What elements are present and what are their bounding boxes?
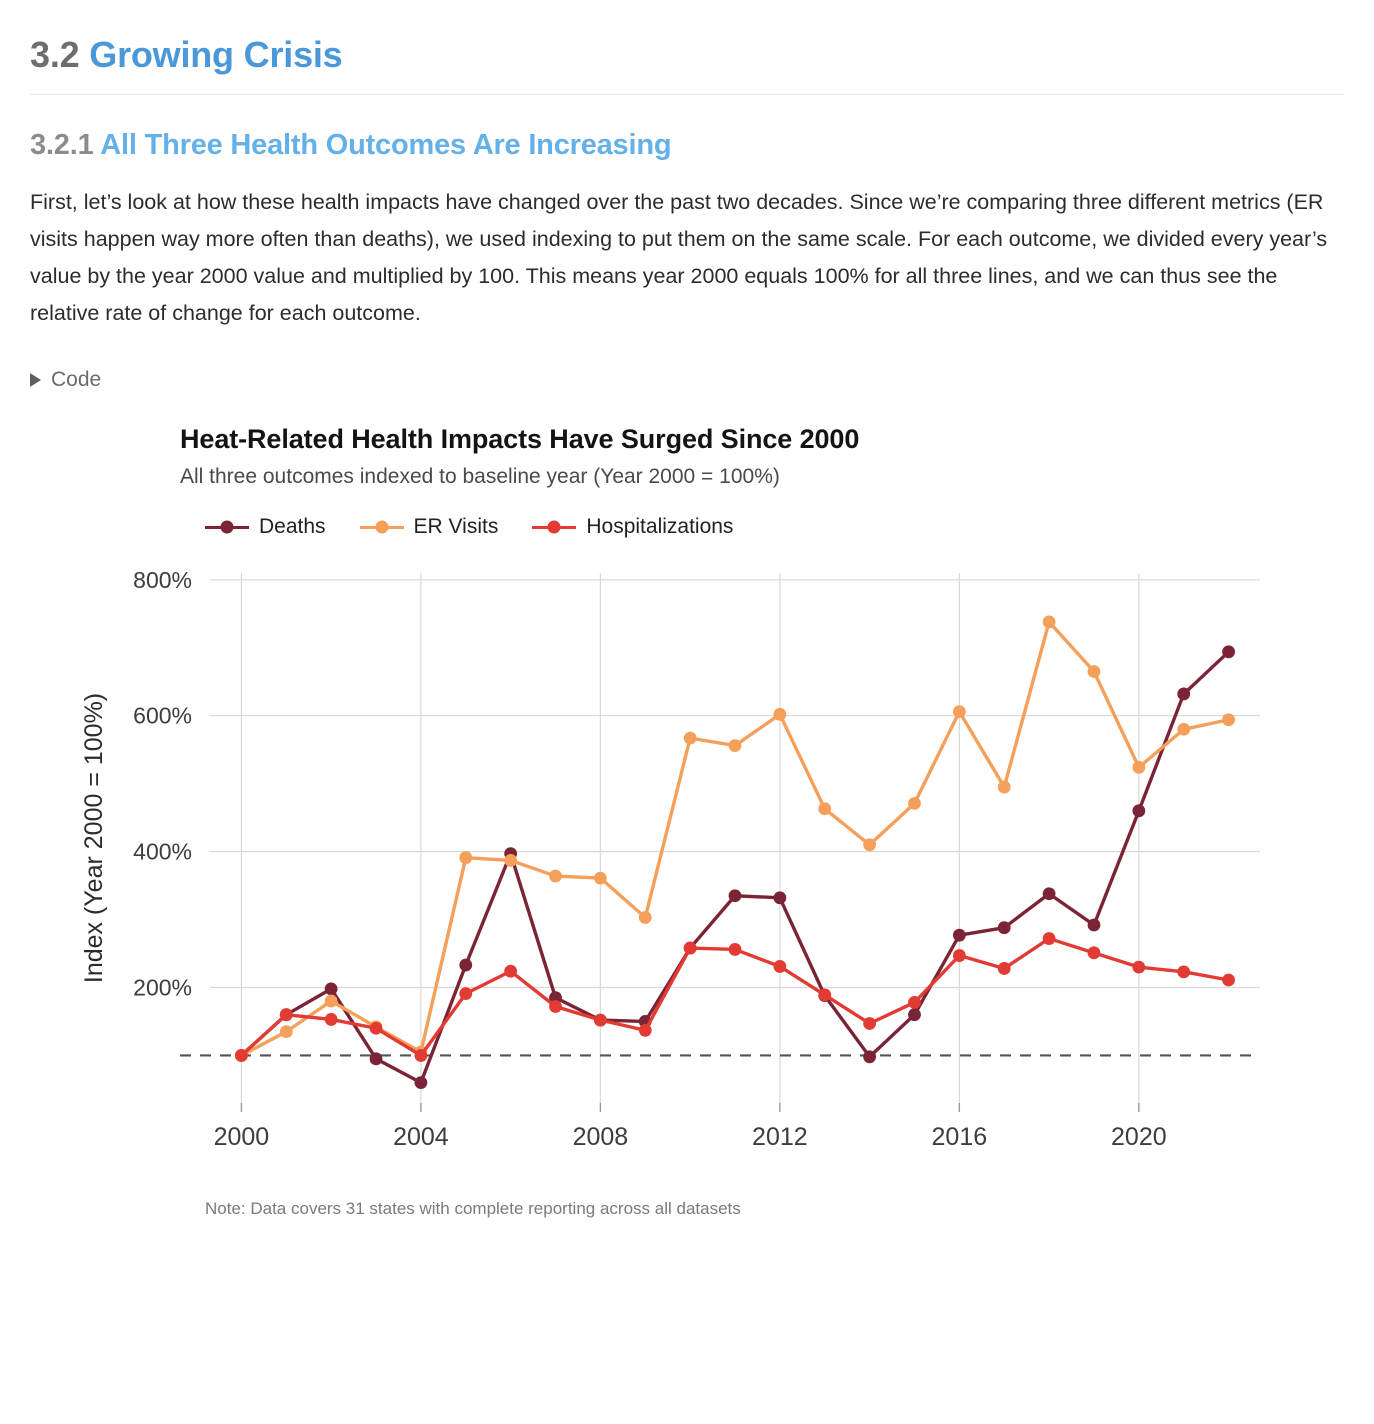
series-point-hospitalizations <box>818 988 831 1001</box>
chart-legend <box>205 515 1344 539</box>
series-point-deaths <box>370 1052 383 1065</box>
series-point-hospitalizations <box>370 1022 383 1035</box>
series-point-deaths <box>415 1076 428 1089</box>
series-point-deaths <box>773 891 786 904</box>
series-point-hospitalizations <box>280 1008 293 1021</box>
chart-subtitle: All three outcomes indexed to baseline year (Year 2000 = 100%) <box>180 464 780 488</box>
legend-swatch-deaths <box>205 518 249 536</box>
divider <box>30 94 1344 95</box>
series-point-er-visits <box>863 838 876 851</box>
x-axis-tick-label: 2008 <box>572 1122 629 1151</box>
series-point-deaths <box>1177 687 1190 700</box>
code-toggle-label: Code <box>51 367 102 391</box>
y-axis-tick-label: 200% <box>133 974 192 1001</box>
subsection-title <box>30 129 1344 162</box>
series-point-deaths <box>1088 918 1101 931</box>
series-point-hospitalizations <box>773 960 786 973</box>
section-number: 3.2 <box>30 34 80 75</box>
series-point-er-visits <box>998 781 1011 794</box>
section-title-text: Growing Crisis <box>89 34 343 75</box>
legend-item-er-visits <box>360 515 499 539</box>
series-point-er-visits <box>459 851 472 864</box>
series-point-er-visits <box>818 802 831 815</box>
legend-swatch-er-visits <box>360 518 404 536</box>
series-point-deaths <box>325 982 338 995</box>
series-point-er-visits <box>1177 723 1190 736</box>
series-point-hospitalizations <box>729 943 742 956</box>
series-point-hospitalizations <box>998 962 1011 975</box>
x-axis-tick-label: 2004 <box>393 1122 449 1151</box>
chart-plot-area <box>30 555 1320 1195</box>
series-point-hospitalizations <box>459 987 472 1000</box>
series-point-hospitalizations <box>908 996 921 1009</box>
series-point-deaths <box>1222 645 1235 658</box>
series-point-er-visits <box>908 797 921 810</box>
line-chart-svg <box>30 555 1320 1195</box>
y-axis-tick-label: 800% <box>133 566 192 593</box>
series-point-er-visits <box>504 854 517 867</box>
series-point-er-visits <box>549 870 562 883</box>
series-point-er-visits <box>1043 615 1056 628</box>
series-point-hospitalizations <box>1088 946 1101 959</box>
series-point-hospitalizations <box>1043 932 1056 945</box>
series-point-deaths <box>1043 887 1056 900</box>
y-axis-title: Index (Year 2000 = 100%) <box>80 692 108 984</box>
x-axis-tick-label: 2016 <box>931 1122 988 1151</box>
legend-swatch-hospitalizations <box>532 518 576 536</box>
series-point-hospitalizations <box>549 1000 562 1013</box>
series-point-hospitalizations <box>1132 961 1145 974</box>
series-point-er-visits <box>1132 761 1145 774</box>
y-axis-tick-label: 400% <box>133 838 192 865</box>
legend-item-deaths <box>205 515 326 539</box>
triangle-right-icon <box>30 373 41 387</box>
series-point-er-visits <box>684 732 697 745</box>
legend-label-deaths: Deaths <box>259 514 326 538</box>
series-point-er-visits <box>1088 665 1101 678</box>
series-point-hospitalizations <box>235 1049 248 1062</box>
legend-item-hospitalizations <box>532 515 733 539</box>
page-title <box>30 34 1344 76</box>
chart-title: Heat-Related Health Impacts Have Surged Since 2000 <box>180 423 860 454</box>
series-point-hospitalizations <box>684 942 697 955</box>
series-point-er-visits <box>280 1025 293 1038</box>
series-point-hospitalizations <box>639 1024 652 1037</box>
series-point-hospitalizations <box>415 1049 428 1062</box>
series-point-deaths <box>998 921 1011 934</box>
series-point-hospitalizations <box>1177 965 1190 978</box>
series-point-er-visits <box>639 911 652 924</box>
series-point-deaths <box>908 1008 921 1021</box>
x-axis-tick-label: 2012 <box>752 1122 808 1151</box>
subsection-number: 3.2.1 <box>30 129 94 161</box>
series-point-hospitalizations <box>953 949 966 962</box>
series-point-deaths <box>863 1050 876 1063</box>
series-point-deaths <box>729 889 742 902</box>
series-point-er-visits <box>1222 713 1235 726</box>
series-point-er-visits <box>773 708 786 721</box>
series-point-er-visits <box>953 705 966 718</box>
series-point-hospitalizations <box>325 1013 338 1026</box>
series-point-er-visits <box>325 995 338 1008</box>
x-axis-tick-label: 2000 <box>213 1122 270 1151</box>
chart-note: Note: Data covers 31 states with complete reporting across all datasets <box>205 1198 741 1218</box>
series-point-deaths <box>953 929 966 942</box>
legend-label-er-visits: ER Visits <box>413 514 499 538</box>
series-point-hospitalizations <box>1222 973 1235 986</box>
series-point-er-visits <box>729 739 742 752</box>
x-axis-tick-label: 2020 <box>1111 1122 1167 1151</box>
chart-figure <box>30 414 1344 1219</box>
subsection-title-text: All Three Health Outcomes Are Increasing <box>100 129 672 161</box>
series-point-er-visits <box>594 872 607 885</box>
legend-label-hospitalizations: Hospitalizations <box>586 514 734 538</box>
series-point-hospitalizations <box>863 1017 876 1030</box>
series-point-hospitalizations <box>594 1014 607 1027</box>
body-paragraph: First, let’s look at how these health impacts have changed over the past two decades. Since we’re comparing three different metrics (ER visits happen way more often than deaths), we used indexing to put them on the same scale. For each outcome, we divided every year’s value by the year 2000 value and multiplied by 100. This means year 2000 equals 100% for all three lines, and we can thus see the relative rate of change for each outcome. <box>30 190 1328 325</box>
series-point-deaths <box>1132 804 1145 817</box>
y-axis-tick-label: 600% <box>133 702 192 729</box>
series-point-deaths <box>459 959 472 972</box>
series-point-hospitalizations <box>504 965 517 978</box>
code-disclosure-toggle[interactable] <box>30 368 1344 392</box>
